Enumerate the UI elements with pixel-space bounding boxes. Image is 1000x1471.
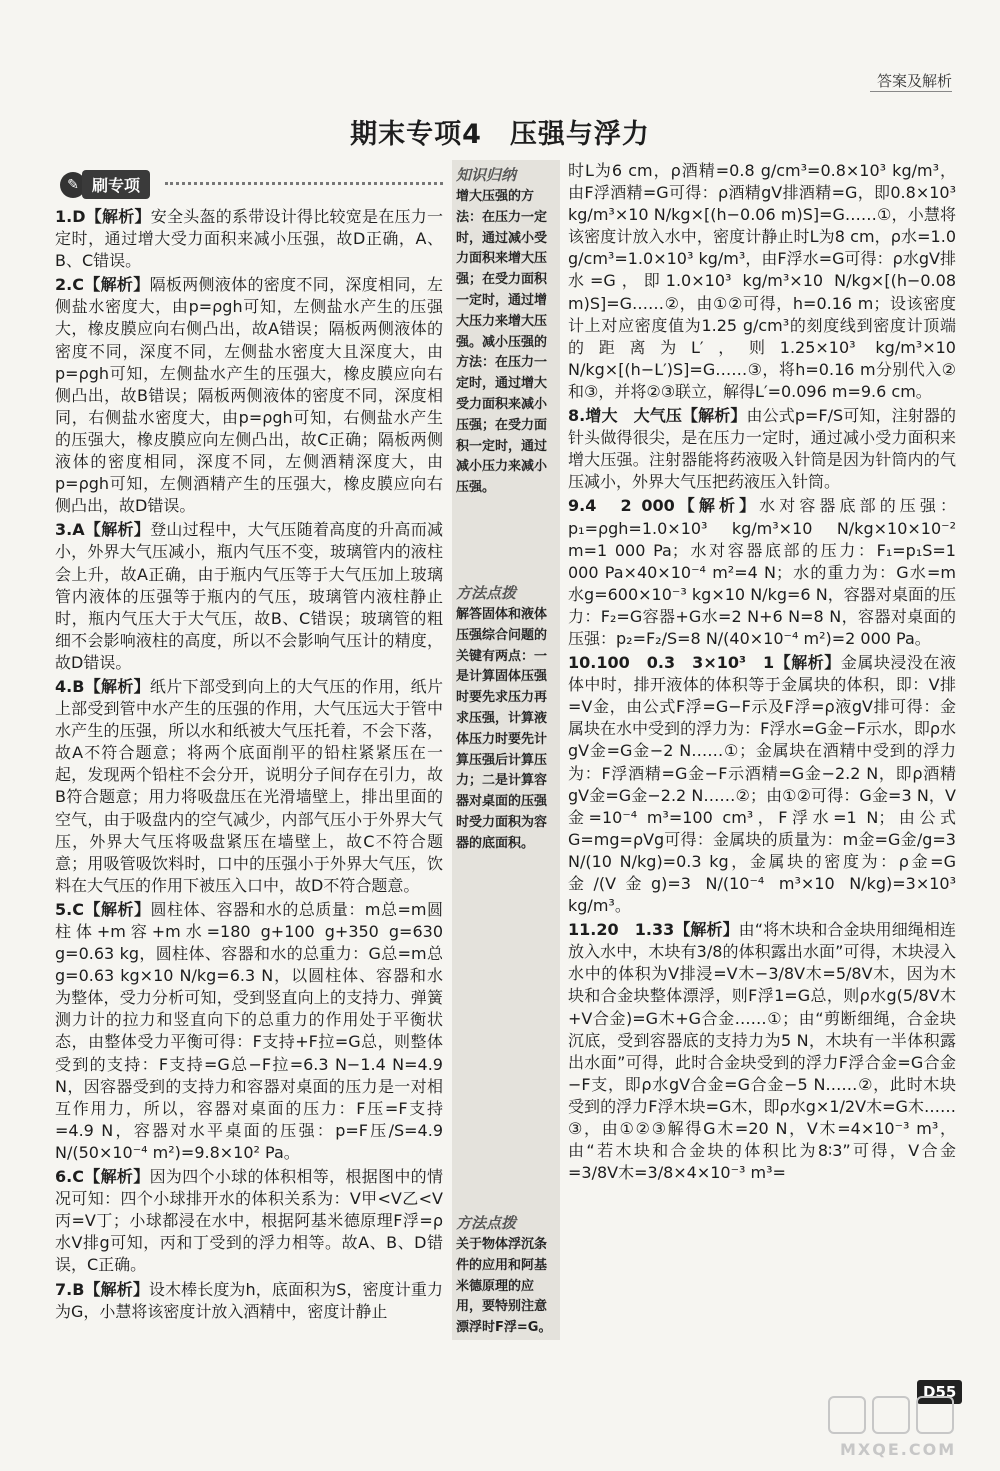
answer-key: 100 0.3 3×10³ 1 [596, 653, 775, 673]
answer-text: 由“将木块和合金块用细绳相连放入水中，木块有3/8的体积露出水面”可得，木块浸入水中的体积为V排浸=V木−3/8V木=5/8V木，因为木块和合金块整体漂浮，则F浮1=G总，则ρ水g(5/8V木+V合金)=G木+G合金……①；由“剪断细绳，合金块沉底，受到容器底的支持力为5 N，木块有一半体积露出水面”可得，此时合金块受到的浮力F浮合金=G合金−F支，即ρ水gV合金=G合金−5 N……②，此时木块受到的浮力F浮木块=G木，即ρ水g×1/2V木=G木……③，由①②③解得G木=20 N，V木=4×10⁻³ m³，由“若木块和合金块的体积比为8∶3”可得，V合金=3/8V木=3/8×4×10⁻³ m³= [568, 920, 956, 1183]
question-number: 3. [55, 520, 73, 540]
page-number: D55 [917, 1380, 962, 1404]
answer-key: C [72, 899, 84, 919]
section-label: 刷专项 [82, 170, 150, 199]
answer-text: 圆柱体、容器和水的总质量：m总=m圆柱体+m容+m水=180 g+100 g+350 g=630 g=0.63 kg，圆柱体、容器和水的总重力：G总=m总g=0.63 kg×10 N/kg=6.3 N，以圆柱体、容器和水为整体，受力分析可知，受到竖直向上的支持力、弹簧测力计的拉力和竖直向下的总重力的作用处于平衡状态，由整体受力平衡可得：F支持+F拉=G总，则整体受到的支持：F支持=G总−F拉=6.3 N−1.4 N=4.9 N，因容器受到的支持力和容器对桌面的压力是一对相互作用力，所以，容器对桌面的压力：F压=F支持=4.9 N，容器对水平桌面的压强：p=F压/S=4.9 N/(50×10⁻⁴ m²)=9.8×10² Pa。 [55, 899, 443, 1162]
question-number: 11. [568, 920, 597, 940]
analysis-tag: 【解析】 [674, 496, 760, 516]
answer-key: A [72, 520, 85, 540]
header-section-label: 答案及解析 [876, 72, 952, 90]
analysis-tag: 【解析】 [83, 899, 151, 919]
analysis-tag: 【解析】 [85, 207, 151, 226]
left-column [55, 206, 443, 1325]
analysis-tag: 【解析】 [84, 1279, 149, 1299]
question-number: 2. [55, 275, 73, 295]
answer-key: B [72, 1279, 85, 1299]
answer-item [55, 274, 443, 517]
method-block [452, 578, 560, 855]
knowledge-text: 增大压强的方法：在压力一定时，通过减小受力面积来增大压强；在受力面积一定时，通过增大压力来增大压强。减小压强的方法：在压力一定时，通过增大受力面积来减小压强；在受力面积一定时，通过减小压力来减小压强。 [456, 189, 548, 496]
analysis-tag: 【解析】 [682, 406, 747, 426]
answer-text: 隔板两侧液体的密度不同，深度相同，左侧盐水密度大，由p=ρgh可知，左侧盐水产生的压强大，橡皮膜应向右侧凸出，故A错误；隔板两侧液体的密度不同，深度不同，左侧盐水密度大且深度大，由p=ρgh可知，左侧盐水产生的压强大，橡皮膜应向右侧凸出，故B错误；隔板两侧液体的密度不同，深度相同，右侧盐水密度大，由p=ρgh可知，右侧盐水产生的压强大，橡皮膜应向左侧凸出，故C正确；隔板两侧液体的密度相同，深度不同，左侧酒精深度大，由p=ρgh可知，左侧酒精产生的压强大，橡皮膜应向右侧凸出，故D错误。 [55, 275, 443, 516]
dotted-divider [165, 182, 443, 185]
analysis-tag: 【解析】 [674, 920, 739, 940]
method-heading: 方法点拨 [456, 584, 517, 602]
knowledge-heading: 知识归纳 [456, 166, 517, 184]
answer-text: 由公式p=F/S可知，注射器的针头做得很尖，是在压力一定时，通过减小受力面积来增大压强。注射器能将药液吸入针筒是因为针筒内的气压减小，外界大气压把药液压入针筒。 [568, 406, 956, 492]
answer-key: 20 1.33 [596, 920, 675, 940]
answer-item [568, 919, 956, 1184]
question-number: 6. [55, 1167, 73, 1187]
analysis-tag: 【解析】 [84, 520, 151, 540]
answer-key: D [72, 207, 86, 226]
answer-text: 因为四个小球的体积相等，根据图中的情况可知：四个小球排开水的体积关系为：V甲<V乙<V丙=V丁；小球都浸在水中，根据阿基米德原理F浮=ρ水V排g可知，丙和丁受到的浮力相等。故A、B、D错误，C正确。 [55, 1167, 443, 1275]
brush-icon: ✎ [60, 172, 86, 198]
method-text: 解答固体和液体压强综合问题的关键有两点：一是计算固体压强时要先求压力再求压强，计算液体压力时要先计算压强后计算压力；二是计算容器对桌面的压强时受力面积为容器的底面积。 [456, 607, 548, 851]
page-title: 期末专项4 压强与浮力 [350, 119, 650, 150]
watermark-url: MXQE.COM [840, 1440, 957, 1459]
answer-item [55, 1166, 443, 1276]
answer-item [55, 899, 443, 1164]
question-number: 9. [568, 496, 586, 516]
answer-item [568, 405, 956, 493]
header-divider [870, 91, 952, 92]
question-number: 10. [568, 653, 597, 673]
section-badge [60, 170, 150, 199]
answer-text: 登山过程中，大气压随着高度的升高而减小，外界大气压减小，瓶内气压不变，玻璃管内的液柱会上升，故A正确，由于瓶内气压等于大气压加上玻璃管内液体的压强等于瓶内的气压，玻璃管内液柱静止时，瓶内气压大于大气压，故B、C错误；玻璃管的粗细不会影响液柱的高度，所以不会影响气压计的精度，故D错误。 [55, 520, 443, 672]
analysis-tag: 【解析】 [84, 676, 150, 696]
answer-item [55, 676, 443, 897]
question-number: 1. [55, 207, 73, 226]
question-number: 7. [55, 1279, 73, 1299]
answer-text: 纸片下部受到向上的大气压的作用，纸片上部受到管中水产生的压强的作用，大气压远大于管中水产生的压强，所以水和纸被大气压托着，不会下落，故A不符合题意；将两个底面削平的铅柱紧紧压在一起，发现两个铅柱不会分开，说明分子间存在引力，故B符合题意；用力将吸盘压在光滑墙壁上，排出里面的空气，由于吸盘内的空气减少，内部气压小于外界大气压，外界大气压将吸盘紧压在墙壁上，故C不符合题意；用吸管吸饮料时，口中的压强小于外界大气压，饮料在大气压的作用下被压入口中，故D不符合题意。 [55, 676, 443, 895]
method2-heading: 方法点拨 [456, 1214, 517, 1232]
answer-text: 设木棒长度为h，底面积为S，密度计重力为G，小慧将该密度计放入酒精中，密度计静止 [55, 1279, 443, 1321]
question-number: 8. [568, 406, 586, 426]
answer-item [55, 519, 443, 674]
analysis-tag: 【解析】 [83, 275, 150, 295]
answer-item [568, 495, 956, 650]
answer-key: C [72, 1167, 84, 1187]
answer-text: 安全头盔的系带设计得比较宽是在压力一定时，通过增大受力面积来减小压强，故D正确，A、B、C错误。 [55, 207, 443, 271]
answer-text: 时L为6 cm，ρ酒精=0.8 g/cm³=0.8×10³ kg/m³，由F浮酒精=G可得：ρ酒精gV排酒精=G，即0.8×10³ kg/m³×10 N/kg×[(h−0.06 m)S]=G……①，小慧将该密度计放入水中，密度计静止时L为8 cm，ρ水=1.0 g/cm³=1.0×10³ kg/m³，由F浮水=G可得：ρ水gV排水=G，即1.0×10³ kg/m³×10 N/kg×[(h−0.08 m)S]=G……②，由①②可得，h=0.16 m；设该密度计上对应密度值为1.25 g/cm³的刻度线到密度计顶端的距离为L′，则1.25×10³ kg/m³×10 N/kg×[(h−L′)S]=G……③，将h=0.16 m分别代入②和③，并将②③联立，解得L′=0.096 m=9.6 cm。 [568, 161, 956, 401]
answer-item [55, 206, 443, 272]
answer-text: 水对容器底部的压强：p₁=ρgh=1.0×10³ kg/m³×10 N/kg×10×10⁻² m=1 000 Pa；水对容器底部的压力：F₁=p₁S=1 000 Pa×40×10⁻⁴ m²=4 N；水的重力为：G水=m水g=600×10⁻³ kg×10 N/kg=6 N，容器对桌面的压力：F₂=G容器+G水=2 N+6 N=8 N，容器对桌面的压强：p₂=F₂/S=8 N/(40×10⁻⁴ m²)=2 000 Pa。 [568, 496, 956, 648]
question-number: 5. [55, 899, 73, 919]
method-block-2 [452, 1208, 560, 1339]
answer-key: C [72, 275, 84, 295]
answer-key: B [72, 676, 85, 696]
analysis-tag: 【解析】 [774, 653, 841, 673]
analysis-tag: 【解析】 [83, 1167, 150, 1187]
answer-item [55, 1279, 443, 1323]
right-column [568, 160, 956, 1186]
sidebar-notes [452, 160, 560, 1340]
answer-item [568, 652, 956, 917]
method2-text: 关于物体浮沉条件的应用和阿基米德原理的应用，要特别注意漂浮时F浮=G。 [456, 1237, 552, 1336]
watermark-logo [828, 1396, 978, 1436]
answer-key: 4 2 000 [585, 496, 675, 516]
question-number: 4. [55, 676, 73, 696]
answer-item [568, 160, 956, 403]
answer-key: 增大 大气压 [585, 406, 683, 426]
answer-text: 金属块浸没在液体中时，排开液体的体积等于金属块的体积，即：V排=V金，由公式F浮=G−F示及F浮=ρ液gV排可得：金属块在水中受到的浮力为：F浮水=G金−F示水，即ρ水gV金=G金−2 N……①；金属块在酒精中受到的浮力为：F浮酒精=G金−F示酒精=G金−2.2 N，即ρ酒精gV金=G金−2.2 N……②；由①②可得：G金=3 N，V金=10⁻⁴ m³=100 cm³，F浮水=1 N；由公式G=mg=ρVg可得：金属块的质量为：m金=G金/g=3 N/(10 N/kg)=0.3 kg，金属块的密度为：ρ金=G金/(V金g)=3 N/(10⁻⁴ m³×10 N/kg)=3×10³ kg/m³。 [568, 653, 956, 916]
